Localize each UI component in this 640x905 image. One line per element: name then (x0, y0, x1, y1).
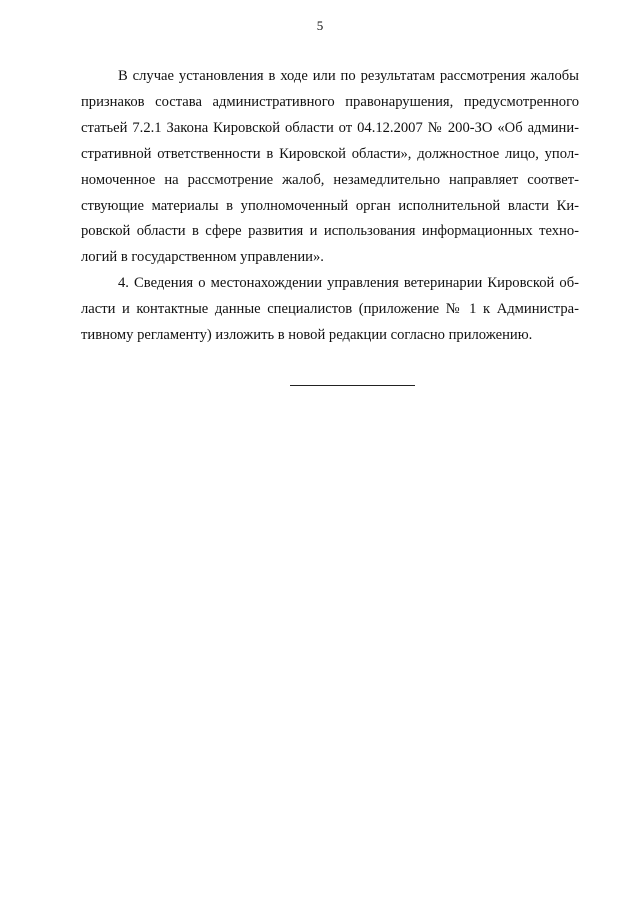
text-line: тивному регламенту) изложить в новой редакции согласно приложению. (81, 327, 533, 344)
page-number: 5 (316, 18, 324, 33)
paragraph-item-4 (81, 271, 579, 349)
text-line: стративной ответственности в Кировской области», должностное лицо, упол- (81, 145, 579, 162)
text-line: 4. Сведения о местонахождении управления ветеринарии Кировской об- (118, 275, 579, 292)
end-separator-line (290, 385, 415, 386)
document-body (81, 64, 579, 349)
text-line: статьей 7.2.1 Закона Кировской области от 04.12.2007 № 200-ЗО «Об админи- (81, 119, 579, 136)
text-line: В случае установления в ходе или по результатам рассмотрения жалобы (118, 68, 579, 84)
text-line: ствующие материалы в уполномоченный орган исполнительной власти Ки- (81, 197, 579, 214)
text-line: номоченное на рассмотрение жалоб, незамедлительно направляет соответ- (81, 171, 579, 188)
paragraph-complaint-violation (81, 64, 579, 271)
text-line: ровской области в сфере развития и использования информационных техно- (81, 223, 579, 240)
text-line: признаков состава административного правонарушения, предусмотренного (81, 93, 579, 110)
text-line: логий в государственном управлении». (81, 249, 324, 266)
text-line: ласти и контактные данные специалистов (приложение № 1 к Администра- (81, 301, 579, 318)
